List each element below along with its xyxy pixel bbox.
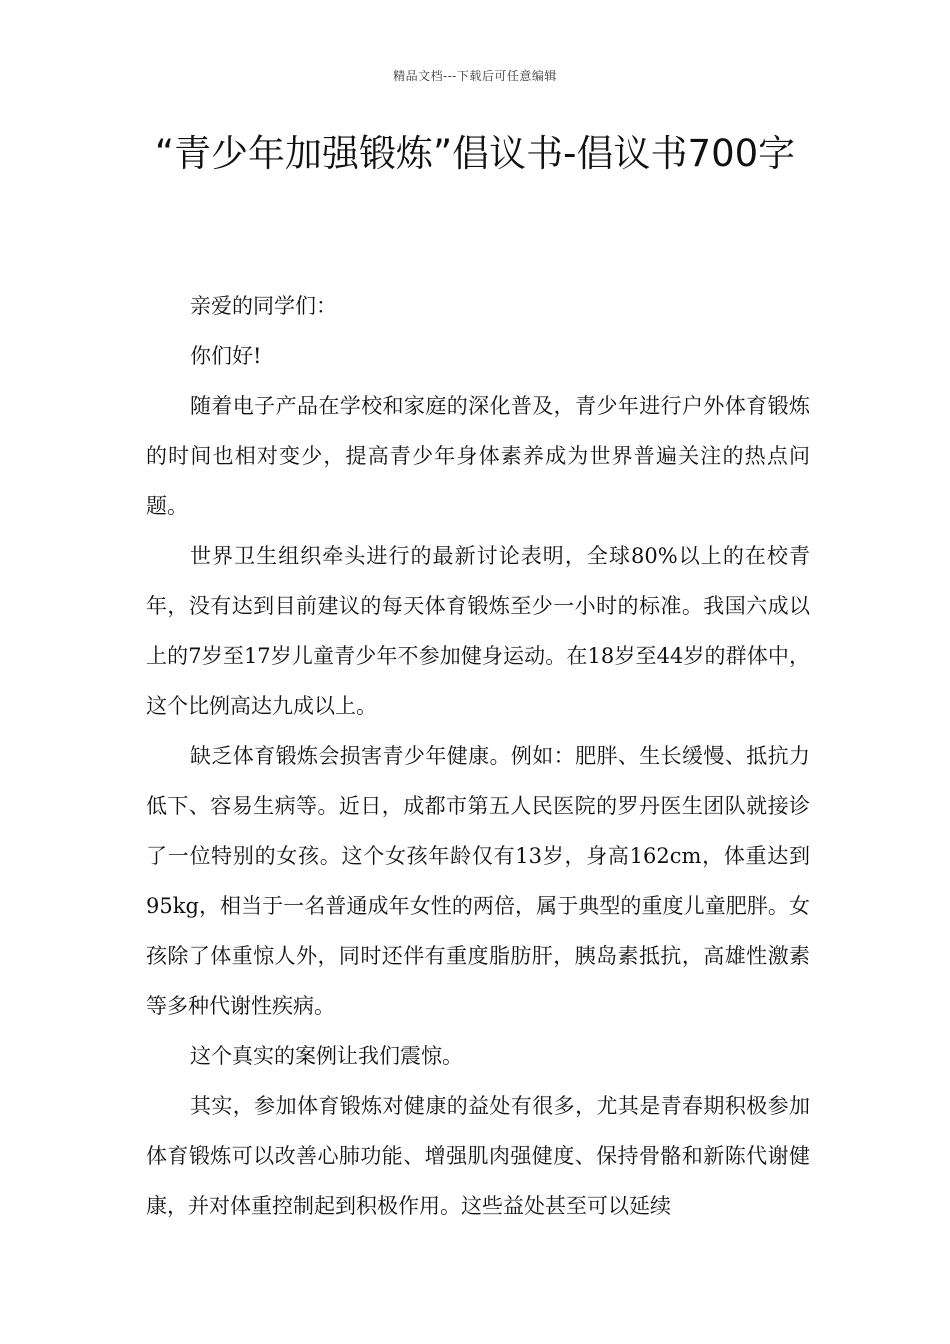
paragraph-benefits: 其实，参加体育锻炼对健康的益处有很多，尤其是青春期积极参加体育锻炼可以改善心肺功能、增强肌肉强健度、保持骨骼和新陈代谢健康，并对体重控制起到积极作用。这些益处甚至可以延续 <box>146 1094 810 1218</box>
paragraph-hello: 你们好! <box>190 344 262 368</box>
paragraph-research: 世界卫生组织牵头进行的最新讨论表明，全球80%以上的在校青年，没有达到目前建议的每天体育锻炼至少一小时的标准。我国六成以上的7岁至17岁儿童青少年不参加健身运动。在18岁至44岁的群体中，这个比例高达九成以上。 <box>146 544 810 718</box>
document-title: “青少年加强锻炼”倡议书-倡议书700字 <box>154 132 796 175</box>
document-body <box>146 281 810 1231</box>
paragraph-background: 随着电子产品在学校和家庭的深化普及，青少年进行户外体育锻炼的时间也相对变少，提高青少年身体素养成为世界普遍关注的热点问题。 <box>146 394 810 518</box>
header-note: 精品文档---下载后可任意编辑 <box>393 69 557 83</box>
paragraph-shock: 这个真实的案例让我们震惊。 <box>190 1044 463 1068</box>
paragraph-greeting: 亲爱的同学们： <box>190 294 337 318</box>
paragraph-harm-case: 缺乏体育锻炼会损害青少年健康。例如：肥胖、生长缓慢、抵抗力低下、容易生病等。近日，成都市第五人民医院的罗丹医生团队就接诊了一位特别的女孩。这个女孩年龄仅有13岁，身高162cm，体重达到95kg，相当于一名普通成年女性的两倍，属于典型的重度儿童肥胖。女孩除了体重惊人外，同时还伴有重度脂肪肝，胰岛素抵抗，高雄性激素等多种代谢性疾病。 <box>146 744 810 1018</box>
